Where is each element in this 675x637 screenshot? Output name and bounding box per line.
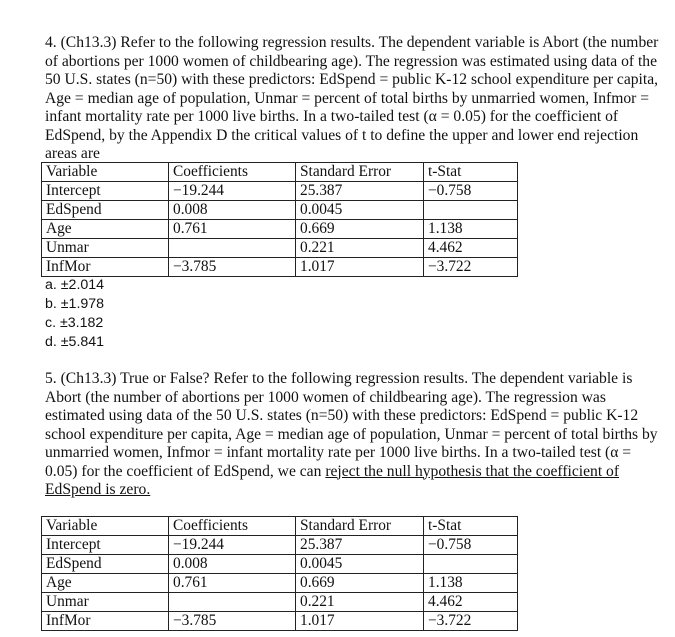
table-cell: 4.462 — [424, 239, 518, 258]
table-cell: 0.0045 — [296, 555, 424, 574]
header-variable: Variable — [42, 517, 169, 536]
table-cell — [424, 555, 518, 574]
table-row — [42, 593, 518, 612]
table-cell: 0.669 — [296, 574, 424, 593]
table-cell: −19.244 — [169, 536, 296, 555]
table-cell: −3.785 — [169, 612, 296, 631]
table-cell — [169, 593, 296, 612]
table-cell: 1.138 — [424, 574, 518, 593]
table-header-row — [42, 517, 518, 536]
table-cell: InfMor — [42, 612, 169, 631]
table-row — [42, 555, 518, 574]
choice-a[interactable]: a. ±2.014 — [45, 277, 105, 293]
choice-d[interactable]: d. ±5.841 — [45, 334, 105, 350]
choice-b[interactable]: b. ±1.978 — [45, 296, 105, 312]
question-5-text — [45, 370, 660, 500]
question-4-text: 4. (Ch13.3) Refer to the following regression results. The dependent variable is Abort (the number of abortions per 1000 women of childbearing age). The regression was estimated using data of the 50 U.S. states (n=50) with these predictors: EdSpend = public K-12 school expenditure per capita, Age = median age of population, Unmar = percent of total births by unmarried women, Infmor = infant mortality rate per 1000 live births. In a two-tailed test (α = 0.05) for the coefficient of EdSpend, by the Appendix D the critical values of t to define the upper and lower end rejection areas are — [45, 34, 659, 162]
table-row — [42, 239, 518, 258]
header-t-stat: t-Stat — [424, 517, 518, 536]
table-cell: −3.785 — [169, 258, 296, 277]
table-cell: EdSpend — [42, 555, 169, 574]
table-cell: EdSpend — [42, 201, 169, 220]
header-coefficients: Coefficients — [169, 163, 296, 182]
table-cell: 0.008 — [169, 201, 296, 220]
table-cell: 0.008 — [169, 555, 296, 574]
table-cell: −3.722 — [424, 612, 518, 631]
question-5-text-underlined: reject the null hypothesis that the coefficient of EdSpend is zero. — [45, 462, 620, 498]
table-row — [42, 220, 518, 239]
table-cell: Unmar — [42, 239, 169, 258]
question-5-regression-table — [41, 516, 518, 631]
header-t-stat: t-Stat — [424, 163, 518, 182]
table-cell: 1.017 — [296, 258, 424, 277]
table-cell: −0.758 — [424, 182, 518, 201]
table-cell: Intercept — [42, 182, 169, 201]
table-header-row — [42, 163, 518, 182]
table-cell: 25.387 — [296, 182, 424, 201]
table-cell: Age — [42, 574, 169, 593]
table-cell: 0.0045 — [296, 201, 424, 220]
table-cell: 0.761 — [169, 574, 296, 593]
table-row — [42, 182, 518, 201]
table-row — [42, 258, 518, 277]
header-coefficients: Coefficients — [169, 517, 296, 536]
table-cell: 1.138 — [424, 220, 518, 239]
table-row — [42, 536, 518, 555]
table-cell: 0.221 — [296, 593, 424, 612]
question-4-regression-table — [41, 162, 518, 277]
table-row — [42, 612, 518, 631]
table-cell: Unmar — [42, 593, 169, 612]
table-cell — [424, 201, 518, 220]
table-cell: −3.722 — [424, 258, 518, 277]
header-standard-error: Standard Error — [296, 517, 424, 536]
table-cell: −0.758 — [424, 536, 518, 555]
table-cell: InfMor — [42, 258, 169, 277]
table-cell: 25.387 — [296, 536, 424, 555]
table-cell: 0.669 — [296, 220, 424, 239]
question-5-text-main: 5. (Ch13.3) True or False? Refer to the following regression results. The dependent variable is Abort (the number of abortions per 1000 women of childbearing age). The regression was estimated using data of the 50 U.S. states (n=50) with these predictors: EdSpend = public K-12 school expenditure per capita, Age = median age of population, Unmar = percent of total births by unmarried women, Infmor = infant mortality rate per 1000 live births. In a two-tailed test (α = 0.05) for the coefficient of EdSpend, we can — [45, 370, 658, 480]
table-cell: 0.761 — [169, 220, 296, 239]
table-cell: −19.244 — [169, 182, 296, 201]
table-cell: Intercept — [42, 536, 169, 555]
table-cell: 1.017 — [296, 612, 424, 631]
table-row — [42, 201, 518, 220]
table-row — [42, 574, 518, 593]
question-4-choices — [45, 276, 104, 352]
table-cell: 4.462 — [424, 593, 518, 612]
table-cell: Age — [42, 220, 169, 239]
header-variable: Variable — [42, 163, 169, 182]
table-cell — [169, 239, 296, 258]
table-cell: 0.221 — [296, 239, 424, 258]
choice-c[interactable]: c. ±3.182 — [45, 315, 104, 331]
header-standard-error: Standard Error — [296, 163, 424, 182]
